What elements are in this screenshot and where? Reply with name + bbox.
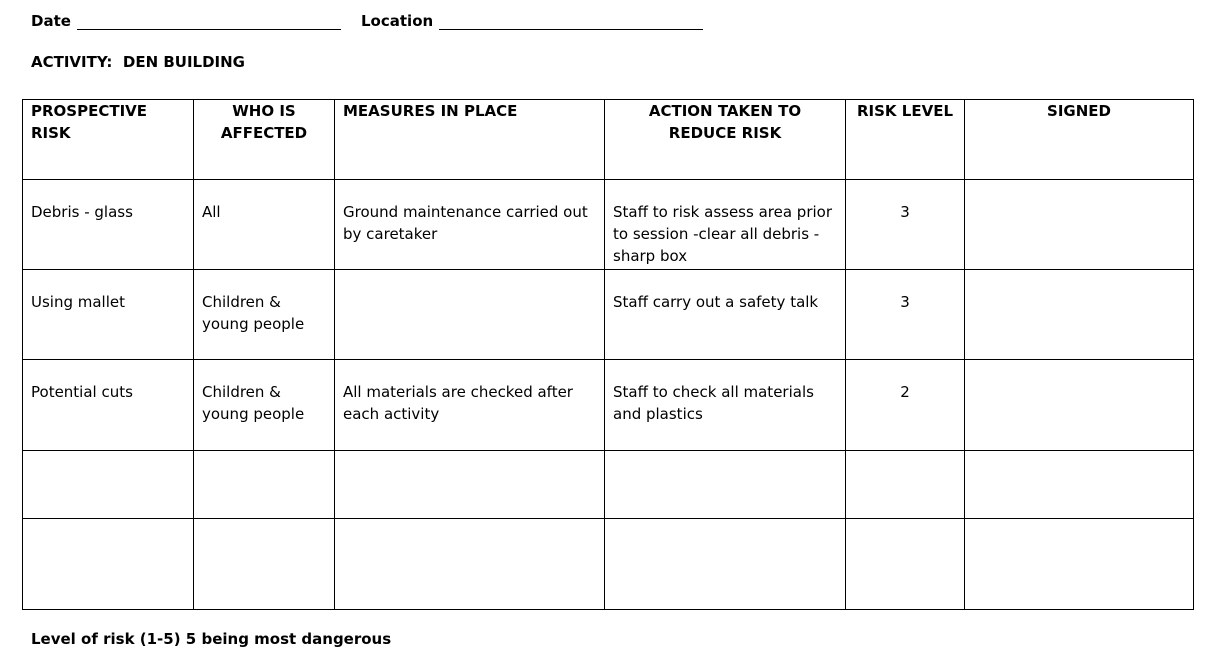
- cell-measures[interactable]: [335, 519, 605, 610]
- cell-signed[interactable]: [965, 360, 1194, 451]
- col-header-measures: MEASURES IN PLACE: [335, 100, 605, 180]
- cell-affected: Children & young people: [194, 270, 335, 360]
- cell-risk-level: 3: [846, 270, 965, 360]
- cell-affected: All: [194, 180, 335, 270]
- cell-affected[interactable]: [194, 451, 335, 519]
- col-header-risk-level: RISK LEVEL: [846, 100, 965, 180]
- location-blank-line[interactable]: [439, 11, 703, 30]
- col-header-action-taken: ACTION TAKEN TO REDUCE RISK: [605, 100, 846, 180]
- cell-affected[interactable]: [194, 519, 335, 610]
- table-row: [23, 519, 1194, 610]
- date-blank-line[interactable]: [77, 11, 341, 30]
- table-row: [23, 451, 1194, 519]
- cell-measures: All materials are checked after each activity: [335, 360, 605, 451]
- risk-assessment-table: [22, 99, 1194, 610]
- cell-action: Staff carry out a safety talk: [605, 270, 846, 360]
- cell-risk[interactable]: [23, 519, 194, 610]
- activity-label: ACTIVITY:: [31, 53, 113, 71]
- cell-risk-level: 2: [846, 360, 965, 451]
- cell-signed[interactable]: [965, 180, 1194, 270]
- cell-risk-level: 3: [846, 180, 965, 270]
- cell-signed[interactable]: [965, 519, 1194, 610]
- cell-risk: Potential cuts: [23, 360, 194, 451]
- cell-action[interactable]: [605, 519, 846, 610]
- cell-measures: Ground maintenance carried out by caretaker: [335, 180, 605, 270]
- date-label: Date: [31, 12, 71, 30]
- date-field-row: [31, 8, 341, 30]
- activity-line: [31, 53, 245, 71]
- cell-measures[interactable]: [335, 451, 605, 519]
- cell-action: Staff to risk assess area prior to session -clear all debris - sharp box: [605, 180, 846, 270]
- col-header-prospective-risk: PROSPECTIVE RISK: [23, 100, 194, 180]
- cell-affected: Children & young people: [194, 360, 335, 451]
- cell-action: Staff to check all materials and plastics: [605, 360, 846, 451]
- table-row: [23, 360, 1194, 451]
- cell-signed[interactable]: [965, 270, 1194, 360]
- cell-risk-level[interactable]: [846, 519, 965, 610]
- activity-value: DEN BUILDING: [122, 53, 245, 71]
- table-header-row: [23, 100, 1194, 180]
- col-header-signed: SIGNED: [965, 100, 1194, 180]
- cell-risk[interactable]: [23, 451, 194, 519]
- cell-risk: Debris - glass: [23, 180, 194, 270]
- cell-risk: Using mallet: [23, 270, 194, 360]
- cell-signed[interactable]: [965, 451, 1194, 519]
- col-header-who-affected: WHO IS AFFECTED: [194, 100, 335, 180]
- table-row: [23, 270, 1194, 360]
- location-label: Location: [361, 12, 434, 30]
- cell-risk-level[interactable]: [846, 451, 965, 519]
- cell-action[interactable]: [605, 451, 846, 519]
- cell-measures: [335, 270, 605, 360]
- table-row: [23, 180, 1194, 270]
- risk-level-note: Level of risk (1-5) 5 being most dangerous: [31, 630, 392, 648]
- location-field-row: [361, 8, 703, 30]
